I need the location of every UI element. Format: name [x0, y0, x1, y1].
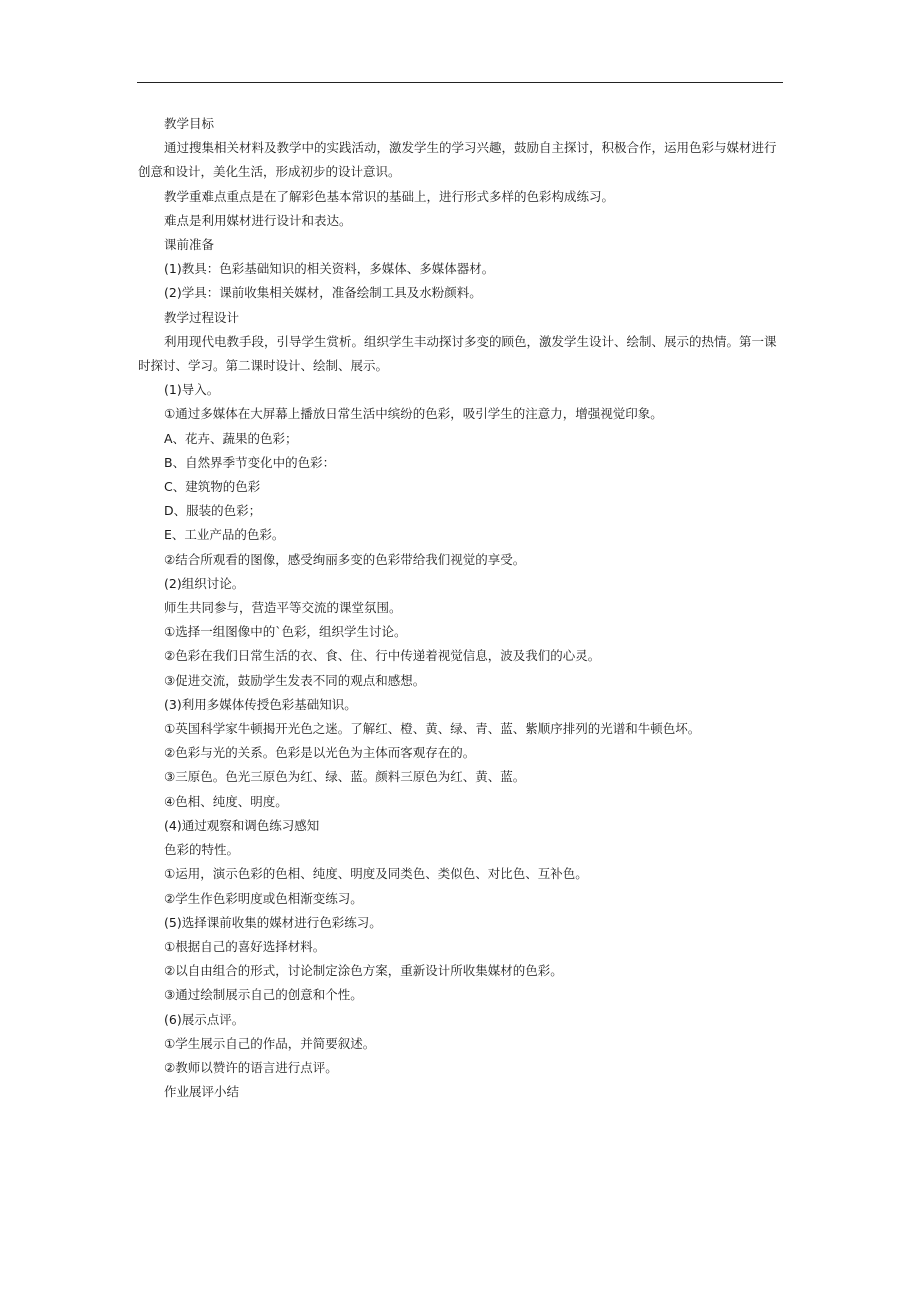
list-item: B、自然界季节变化中的色彩：	[164, 454, 336, 470]
list-item: ①运用，演示色彩的色相、纯度、明度及同类色、类似色、对比色、互补色。	[164, 866, 588, 882]
list-item: ②学生作色彩明度或色相渐变练习。	[164, 890, 363, 906]
step-2-heading: (2)组织讨论。	[164, 575, 245, 591]
heading-homework-summary: 作业展评小结	[164, 1084, 240, 1100]
step-3-heading: (3)利用多媒体传授色彩基础知识。	[164, 696, 357, 712]
heading-process-design: 教学过程设计	[164, 309, 240, 325]
list-item: ④色相、纯度、明度。	[164, 793, 288, 809]
paragraph-process-intro: 利用现代电教手段，引导学生赏析。组织学生丰动探讨多变的顾色，激发学生设计、绘制、展示的热情。第一课时探讨、学习。第二课时设计、绘制、展示。	[138, 333, 777, 374]
list-item: C、建筑物的色彩	[164, 479, 261, 495]
list-item: ②教师以赞许的语言进行点评。	[164, 1059, 338, 1075]
paragraph-key-points: 教学重难点重点是在了解彩色基本常识的基础上，进行形式多样的色彩构成练习。	[164, 188, 615, 204]
list-item: D、服装的色彩；	[164, 503, 262, 519]
paragraph-difficulties: 难点是利用媒材进行设计和表达。	[164, 212, 352, 228]
header-divider	[137, 82, 783, 83]
document-body	[138, 112, 782, 1104]
list-item: 色彩的特性。	[164, 842, 240, 858]
step-5-heading: (5)选择课前收集的媒材进行色彩练习。	[164, 914, 382, 930]
list-item: ②色彩与光的关系。色彩是以光色为主体而客观存在的。	[164, 745, 476, 761]
list-item: ①通过多媒体在大屏幕上播放日常生活中缤纷的色彩，吸引学生的注意力，增强视觉印象。	[164, 406, 663, 422]
step-4-heading: (4)通过观察和调色练习感知	[164, 817, 320, 833]
list-item: E、工业产品的色彩。	[164, 527, 285, 543]
list-item: ①根据自己的喜好选择材料。	[164, 938, 326, 954]
list-item: ①英国科学家牛顿揭开光色之迷。了解红、橙、黄、绿、青、蓝、紫顺序排列的光谱和牛顿色坏。	[164, 721, 701, 737]
heading-teaching-goals: 教学目标	[164, 116, 215, 131]
paragraph-student-tools: (2)学具：课前收集相关媒材，准备绘制工具及水粉颜料。	[164, 285, 482, 301]
list-item: ③促进交流，鼓励学生发表不同的观点和感想。	[164, 672, 426, 688]
heading-preparation: 课前准备	[164, 237, 215, 253]
paragraph-goals-text: 通过搜集相关材料及教学中的实践活动，激发学生的学习兴趣，鼓励自主探讨，积极合作，运用色彩与媒材进行创意和设计，美化生活，形成初步的设计意识。	[138, 140, 777, 180]
step-6-heading: (6)展示点评。	[164, 1011, 245, 1027]
list-item: 师生共同参与，营造平等交流的课堂氛围。	[164, 600, 402, 616]
list-item: A、花卉、蔬果的色彩；	[164, 430, 298, 446]
list-item: ③通过绘制展示自己的创意和个性。	[164, 987, 363, 1003]
list-item: ①学生展示自己的作品，并简要叙述。	[164, 1035, 376, 1051]
list-item: ①选择一组图像中的`色彩，组织学生讨论。	[164, 624, 407, 640]
step-1-heading: (1)导入。	[164, 382, 220, 398]
list-item: ③三原色。色光三原色为红、绿、蓝。颜料三原色为红、黄、蓝。	[164, 769, 526, 785]
paragraph-teaching-tools: (1)教具：色彩基础知识的相关资料，多媒体、多媒体器材。	[164, 261, 495, 277]
list-item: ②以自由组合的形式，讨论制定涂色方案，重新设计所收集媒材的色彩。	[164, 963, 563, 979]
list-item: ②结合所观看的图像，感受绚丽多变的色彩带给我们视觉的享受。	[164, 551, 526, 567]
list-item: ②色彩在我们日常生活的衣、食、住、行中传递着视觉信息，波及我们的心灵。	[164, 648, 601, 664]
